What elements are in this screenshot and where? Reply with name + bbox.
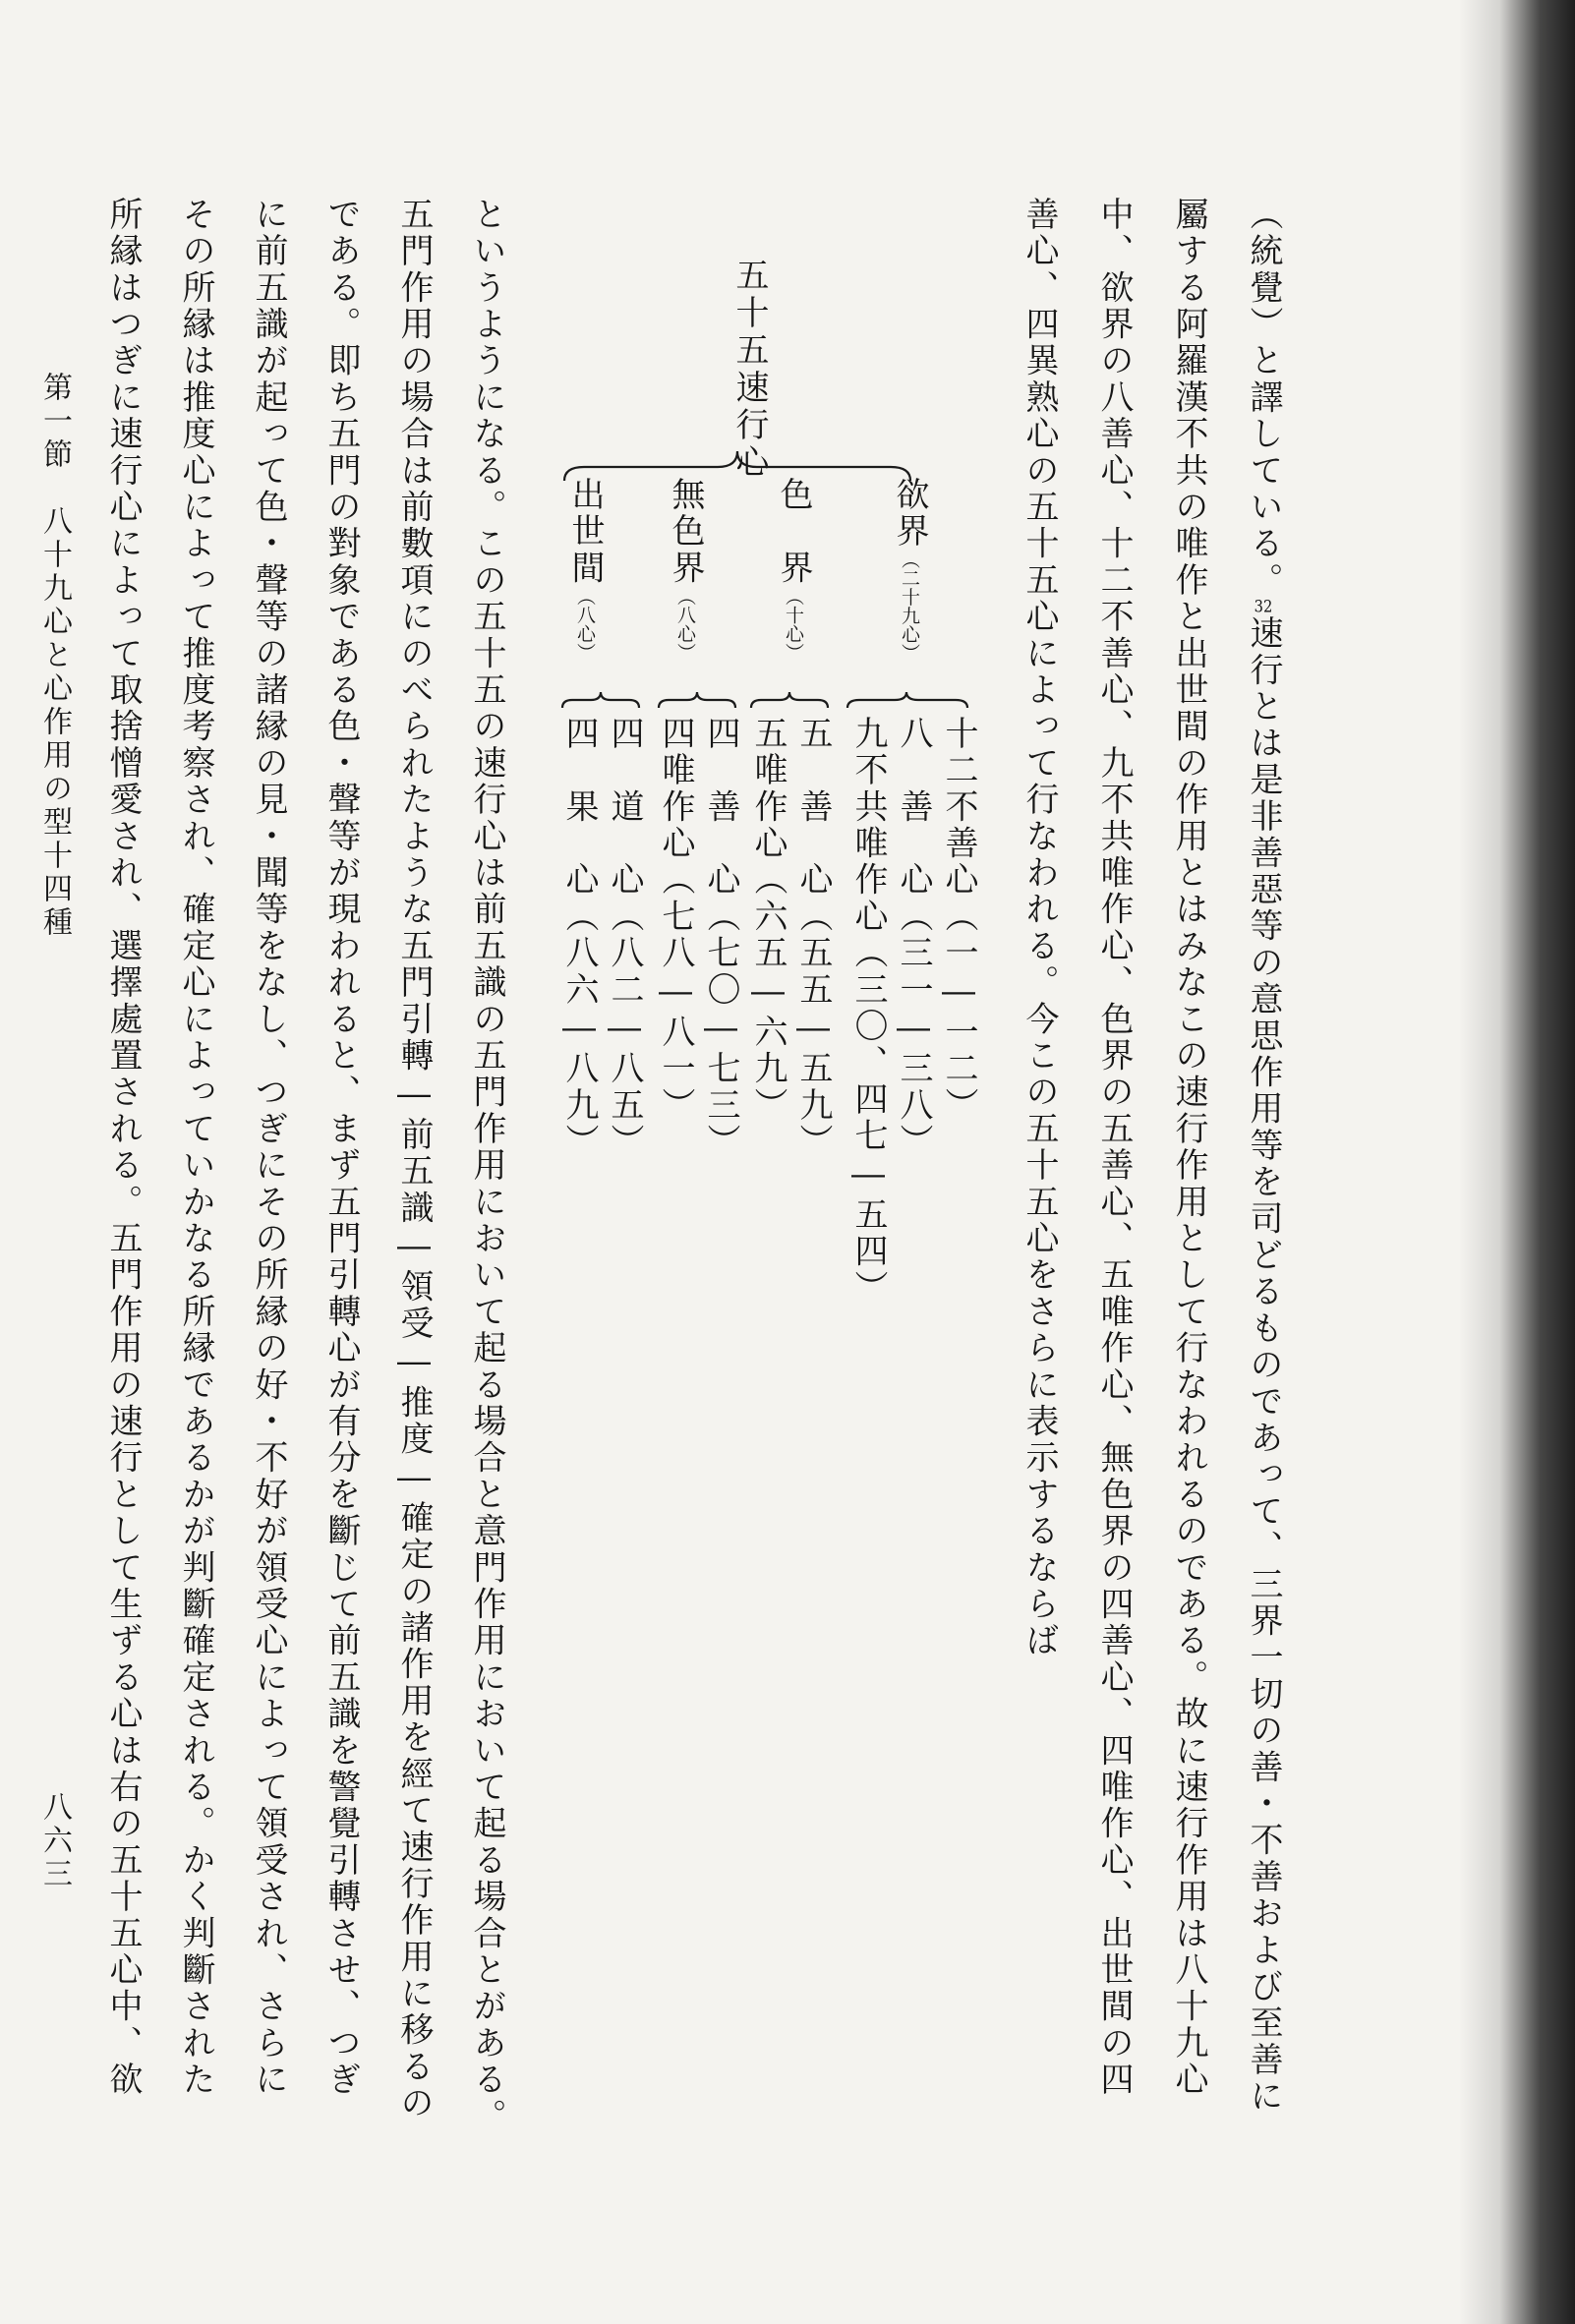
- item-label: 五唯作心: [748, 716, 788, 862]
- group-count-shikikai: （十心）: [783, 586, 804, 662]
- item-label: 五 善 心: [793, 716, 833, 899]
- body-bottom-line-2: 五門作用の場合は前數項にのべられたような五門引轉―前五識―領受―推度―確定の諸作用を經て速行作用に移るの: [394, 197, 434, 2122]
- scan-binding-edge: [1459, 0, 1575, 2324]
- body-top-line-4: 善心、四異熟心の五十五心によって行なわれる。今この五十五心をさらに表示するならば: [1020, 197, 1059, 1660]
- body-bottom-line-4: に前五識が起って色・聲等の諸縁の見・聞等をなし、つぎにその所縁の好・不好が領受心によって領受され、さらに: [249, 197, 288, 2099]
- item-label: 十二不善心: [939, 716, 978, 899]
- group-count-mushikikai: （八心）: [674, 586, 696, 662]
- brace-shikikai: [747, 690, 832, 712]
- body-bottom-line-5: その所縁は推度心によって推度考察され、確定心によっていかなる所縁であるかが判斷確定される。かく判斷された: [176, 197, 215, 2099]
- item-shusseken-path: [605, 716, 644, 1161]
- item-range: （六五―六九）: [748, 861, 788, 1125]
- group-count-shusseken: （八心）: [574, 586, 596, 662]
- item-range: （三〇、四七―五四）: [848, 935, 888, 1307]
- item-range: （七八―八一）: [656, 861, 695, 1125]
- item-yokukai-functional: [848, 716, 888, 1307]
- body-bottom-line-3: である。即ち五門の對象である色・聲等が現われると、まず五門引轉心が有分を斷じて前五識を警覺引轉させ、つぎ: [321, 197, 361, 2099]
- item-label: 四 道 心: [605, 716, 644, 899]
- item-range: （八六―八九）: [559, 899, 599, 1161]
- running-section-title: 第一節 八十九心と心作用の型十四種: [37, 372, 72, 940]
- item-mushikikai-functional: [656, 716, 695, 1125]
- group-name-shikikai: 色 界: [774, 477, 813, 587]
- item-range: （三一―三八）: [894, 899, 933, 1161]
- group-name-yokukai: 欲界: [890, 477, 929, 551]
- brace-yokukai: [844, 690, 971, 712]
- body-top-line-1a: （統覺）と譯している。: [1244, 197, 1283, 600]
- item-label: 四 善 心: [701, 716, 740, 899]
- item-range: （八二―八五）: [605, 899, 644, 1161]
- body-top-line-1b: 速行とは是非善惡等の意思作用等を司どるものであって、三界一切の善・不善および至善に: [1244, 615, 1283, 2116]
- item-shikikai-functional: [748, 716, 788, 1125]
- item-label: 九不共唯作心: [848, 716, 888, 936]
- body-bottom-line-1: というようになる。この五十五の速行心は前五識の五門作用において起る場合と意門作用において起る場合とがある。: [467, 197, 506, 2135]
- item-range: （五五―五九）: [793, 899, 833, 1161]
- item-label: 八 善 心: [894, 716, 933, 899]
- item-range: （七〇―七三）: [701, 899, 740, 1161]
- item-mushikikai-wholesome: [701, 716, 740, 1161]
- item-range: （一―一二）: [939, 899, 978, 1125]
- item-shusseken-fruit: [559, 716, 599, 1161]
- item-label: 四唯作心: [656, 716, 695, 862]
- group-label-shikikai: [774, 477, 813, 662]
- group-count-yokukai: （二十九心）: [899, 550, 920, 663]
- group-label-mushikikai: [666, 477, 705, 662]
- item-yokukai-wholesome: [894, 716, 933, 1161]
- diagram-root-label: 五十五速行心: [729, 258, 769, 482]
- brace-shusseken: [558, 690, 643, 712]
- body-bottom-line-6: 所縁はつぎに速行心によって取捨憎愛され、選擇處置される。五門作用の速行として生ずる心は右の五十五心中、欲: [103, 197, 143, 2099]
- page-number: 八六三: [37, 1791, 72, 1891]
- body-top-line-1: [1244, 197, 1283, 2116]
- item-yokukai-unwholesome: [939, 716, 978, 1125]
- group-name-shusseken: 出世間: [565, 477, 605, 587]
- item-label: 四 果 心: [559, 716, 599, 899]
- group-name-mushikikai: 無色界: [666, 477, 705, 587]
- body-top-line-3: 中、欲界の八善心、十二不善心、九不共唯作心、色界の五善心、五唯作心、無色界の四善心、四唯作心、出世間の四: [1094, 197, 1134, 2099]
- group-label-shusseken: [565, 477, 605, 662]
- body-top-line-2: 屬する阿羅漢不共の唯作と出世間の作用とはみなこの速行作用として行なわれるのである。故に速行作用は八十九心: [1169, 197, 1208, 2099]
- root-brace: [560, 447, 914, 487]
- group-label-yokukai: [890, 477, 929, 663]
- item-shikikai-wholesome: [793, 716, 833, 1161]
- brace-mushikikai: [655, 690, 739, 712]
- footnote-marker-32: 32: [1254, 599, 1273, 616]
